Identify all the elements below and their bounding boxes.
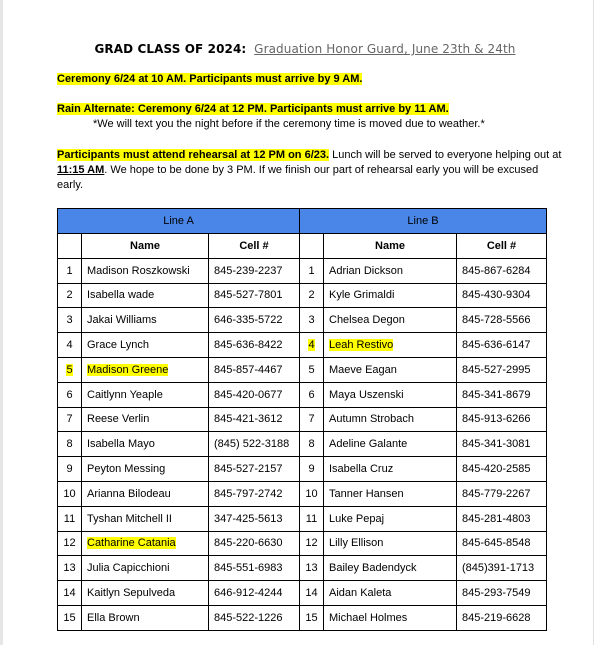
line-b-cell-text: 845-281-4803 (462, 512, 531, 525)
line-a-number (58, 457, 82, 482)
line-b-name (324, 531, 457, 556)
line-b-name (324, 333, 457, 358)
heading-title: GRAD CLASS OF 2024: (94, 42, 247, 56)
line-b-name (324, 506, 457, 531)
rehearsal-highlight: Participants must attend rehearsal at 12 PM on 6/23. (57, 149, 330, 161)
line-a-num-header (58, 234, 82, 259)
line-a-name (82, 506, 209, 531)
line-a-cell-header: Cell # (209, 234, 300, 259)
line-b-number-text: 7 (308, 413, 315, 426)
line-a-cell (209, 506, 300, 531)
line-b-name-text: Maya Uszenski (329, 388, 404, 401)
line-b-number (300, 457, 324, 482)
line-a-cell (209, 382, 300, 407)
table-row (58, 382, 547, 407)
table-row (58, 457, 547, 482)
line-a-cell (209, 531, 300, 556)
line-a-number (58, 407, 82, 432)
line-b-cell-text: 845-527-2995 (462, 363, 531, 376)
line-a-number-text: 5 (66, 363, 73, 376)
line-a-number (58, 556, 82, 581)
line-b-number-text: 10 (305, 487, 318, 500)
line-a-number-text: 6 (66, 388, 73, 401)
line-b-cell (457, 407, 547, 432)
line-b-cell (457, 581, 547, 606)
rehearsal-text-2: . We hope to be done by 3 PM. If we finish our part of rehearsal early you will be excused early. (57, 164, 539, 191)
line-a-number-text: 8 (66, 438, 73, 451)
column-header-row (58, 234, 547, 259)
line-a-cell-text: 845-857-4467 (214, 363, 283, 376)
line-b-number (300, 531, 324, 556)
line-a-number-text: 13 (63, 562, 76, 575)
line-b-cell-header: Cell # (457, 234, 547, 259)
table-row (58, 605, 547, 630)
line-a-cell-text: 845-522-1226 (214, 611, 283, 624)
line-b-name (324, 407, 457, 432)
line-b-name-text: Tanner Hansen (329, 487, 404, 500)
lunch-time: 11:15 AM (57, 164, 105, 176)
line-a-cell-text: (845) 522-3188 (214, 438, 290, 451)
roster-table (57, 208, 547, 631)
line-b-number (300, 556, 324, 581)
line-b-cell-text: (845)391-1713 (462, 562, 535, 575)
line-b-number (300, 581, 324, 606)
rehearsal-text-1: Lunch will be served to everyone helping out at (329, 149, 562, 161)
line-a-cell (209, 432, 300, 457)
line-a-name (82, 556, 209, 581)
line-b-name-text: Autumn Strobach (329, 413, 414, 426)
line-b-cell (457, 333, 547, 358)
line-a-number (58, 382, 82, 407)
table-row (58, 581, 547, 606)
line-b-name-text: Adrian Dickson (329, 264, 403, 277)
roster-body (58, 258, 547, 630)
line-b-cell (457, 481, 547, 506)
line-a-cell (209, 333, 300, 358)
line-a-number-text: 2 (66, 289, 73, 302)
line-a-cell (209, 581, 300, 606)
heading-subtitle: Graduation Honor Guard, June 23th & 24th (254, 42, 516, 56)
line-a-number (58, 283, 82, 308)
rehearsal-paragraph (57, 148, 563, 193)
line-a-name-text: Madison Greene (87, 363, 169, 376)
line-a-cell (209, 308, 300, 333)
line-b-number (300, 308, 324, 333)
line-a-name (82, 457, 209, 482)
line-a-name-text: Grace Lynch (87, 339, 149, 352)
line-b-name-text: Leah Restivo (329, 339, 394, 352)
table-row (58, 333, 547, 358)
line-b-cell (457, 357, 547, 382)
line-a-number-text: 14 (63, 587, 76, 600)
line-a-name (82, 581, 209, 606)
line-b-cell-text: 845-430-9304 (462, 289, 531, 302)
line-a-number (58, 357, 82, 382)
group-header-row (58, 209, 547, 234)
line-b-cell-text: 845-779-2267 (462, 487, 531, 500)
line-a-cell-text: 845-636-8422 (214, 339, 283, 352)
line-b-number-text: 11 (305, 512, 318, 525)
line-a-cell (209, 605, 300, 630)
line-a-number-text: 10 (63, 487, 76, 500)
line-b-name (324, 457, 457, 482)
line-a-name-text: Peyton Messing (87, 463, 166, 476)
line-a-cell-text: 845-239-2237 (214, 264, 283, 277)
line-a-name-text: Caitlynn Yeaple (87, 388, 163, 401)
line-a-cell-text: 845-527-2157 (214, 463, 283, 476)
line-a-cell-text: 646-912-4244 (214, 587, 283, 600)
line-a-number-text: 15 (63, 611, 76, 624)
line-b-cell-text: 845-219-6628 (462, 611, 531, 624)
line-b-number-text: 1 (308, 264, 315, 277)
line-b-name (324, 581, 457, 606)
line-b-cell (457, 605, 547, 630)
rain-alternate-line: Rain Alternate: Ceremony 6/24 at 12 PM. Participants must arrive by 11 AM. (57, 103, 449, 115)
line-b-number (300, 333, 324, 358)
line-b-number (300, 432, 324, 457)
line-a-number (58, 531, 82, 556)
line-a-cell (209, 481, 300, 506)
table-row (58, 283, 547, 308)
line-b-number-text: 2 (308, 289, 315, 302)
line-b-cell (457, 308, 547, 333)
line-b-number (300, 357, 324, 382)
line-b-name (324, 556, 457, 581)
line-b-cell (457, 432, 547, 457)
line-b-number-text: 5 (308, 363, 315, 376)
line-b-number-text: 13 (305, 562, 318, 575)
line-a-cell-text: 845-797-2742 (214, 487, 283, 500)
table-row (58, 357, 547, 382)
line-a-number (58, 432, 82, 457)
line-b-name (324, 382, 457, 407)
line-a-name-text: Isabella Mayo (87, 438, 155, 451)
line-a-name-text: Isabella wade (87, 289, 155, 302)
line-b-number-text: 6 (308, 388, 315, 401)
line-a-number-text: 11 (63, 512, 76, 525)
line-b-name-text: Chelsea Degon (329, 314, 405, 327)
line-b-cell-text: 845-341-8679 (462, 388, 531, 401)
page-right-edge (593, 0, 594, 645)
line-a-number-text: 12 (63, 537, 76, 550)
line-b-number (300, 407, 324, 432)
line-a-header: Line A (58, 209, 300, 234)
line-a-number-text: 4 (66, 339, 73, 352)
table-row (58, 506, 547, 531)
ceremony-line-wrap (57, 72, 362, 87)
table-row (58, 556, 547, 581)
rain-line-wrap (57, 102, 449, 117)
line-b-cell (457, 382, 547, 407)
line-b-cell (457, 258, 547, 283)
line-a-cell (209, 357, 300, 382)
line-a-cell (209, 457, 300, 482)
table-row (58, 531, 547, 556)
line-a-cell (209, 258, 300, 283)
line-b-name-text: Bailey Badendyck (329, 562, 417, 575)
line-a-name (82, 258, 209, 283)
line-b-name-text: Lilly Ellison (329, 537, 384, 550)
line-a-number (58, 481, 82, 506)
line-a-name (82, 357, 209, 382)
line-b-cell-text: 845-636-6147 (462, 339, 531, 352)
line-a-number-text: 3 (66, 314, 73, 327)
table-row (58, 432, 547, 457)
line-a-cell-text: 646-335-5722 (214, 314, 283, 327)
line-a-number-text: 7 (66, 413, 73, 426)
line-a-cell-text: 845-420-0677 (214, 388, 283, 401)
line-b-number (300, 506, 324, 531)
line-b-number-text: 3 (308, 314, 315, 327)
line-a-number (58, 308, 82, 333)
line-a-name-text: Reese Verlin (87, 413, 150, 426)
line-b-name (324, 308, 457, 333)
line-a-name-text: Arianna Bilodeau (87, 487, 171, 500)
line-b-number (300, 283, 324, 308)
line-b-cell (457, 283, 547, 308)
line-b-name-text: Maeve Eagan (329, 363, 397, 376)
line-b-name-header: Name (324, 234, 457, 259)
line-b-number-text: 8 (308, 438, 315, 451)
line-a-name-text: Julia Capicchioni (87, 562, 170, 575)
line-a-cell-text: 845-527-7801 (214, 289, 283, 302)
line-a-name (82, 605, 209, 630)
line-a-name-text: Jakai Williams (87, 314, 157, 327)
table-row (58, 258, 547, 283)
line-b-name (324, 605, 457, 630)
line-b-name-text: Isabella Cruz (329, 463, 394, 476)
line-b-number (300, 481, 324, 506)
line-a-number (58, 605, 82, 630)
line-a-name-text: Ella Brown (87, 611, 140, 624)
line-a-cell-text: 845-220-6630 (214, 537, 283, 550)
line-b-number (300, 605, 324, 630)
line-b-cell-text: 845-341-3081 (462, 438, 531, 451)
line-b-name (324, 283, 457, 308)
line-a-name-header: Name (82, 234, 209, 259)
line-a-number (58, 333, 82, 358)
line-b-cell-text: 845-913-6266 (462, 413, 531, 426)
line-a-cell (209, 556, 300, 581)
line-b-name-text: Adeline Galante (329, 438, 408, 451)
table-row (58, 308, 547, 333)
table-row (58, 481, 547, 506)
line-b-cell-text: 845-293-7549 (462, 587, 531, 600)
line-b-number-text: 9 (308, 463, 315, 476)
line-a-number (58, 581, 82, 606)
ceremony-line: Ceremony 6/24 at 10 AM. Participants must arrive by 9 AM. (57, 73, 363, 85)
line-b-number-text: 4 (308, 339, 315, 352)
line-b-name-text: Michael Holmes (329, 611, 408, 624)
line-a-number (58, 506, 82, 531)
line-a-name (82, 407, 209, 432)
weather-note: *We will text you the night before if the ceremony time is moved due to weather.* (93, 118, 485, 130)
line-b-name-text: Luke Pepaj (329, 512, 385, 525)
line-a-cell (209, 407, 300, 432)
line-b-number-text: 12 (305, 537, 318, 550)
line-b-cell-text: 845-728-5566 (462, 314, 531, 327)
line-a-name-text: Kaitlyn Sepulveda (87, 587, 176, 600)
line-b-name-text: Aidan Kaleta (329, 587, 392, 600)
line-b-cell-text: 845-867-6284 (462, 264, 531, 277)
line-a-name (82, 333, 209, 358)
line-b-cell (457, 531, 547, 556)
line-a-name (82, 308, 209, 333)
line-a-name (82, 481, 209, 506)
line-b-name (324, 357, 457, 382)
line-a-cell (209, 283, 300, 308)
line-a-name (82, 531, 209, 556)
line-a-cell-text: 845-421-3612 (214, 413, 283, 426)
line-b-name (324, 481, 457, 506)
line-b-num-header (300, 234, 324, 259)
line-a-name-text: Tyshan Mitchell II (87, 512, 172, 525)
line-a-name (82, 283, 209, 308)
line-b-cell (457, 506, 547, 531)
line-b-name (324, 258, 457, 283)
line-a-number (58, 258, 82, 283)
line-a-name (82, 432, 209, 457)
line-b-header: Line B (300, 209, 547, 234)
line-a-cell-text: 845-551-6983 (214, 562, 283, 575)
line-b-name-text: Kyle Grimaldi (329, 289, 395, 302)
line-a-number-text: 1 (66, 264, 73, 277)
table-row (58, 407, 547, 432)
line-a-name-text: Catharine Catania (87, 537, 176, 550)
line-b-number (300, 258, 324, 283)
line-a-name (82, 382, 209, 407)
page-left-edge (0, 0, 3, 645)
document-heading (0, 42, 610, 56)
line-b-cell-text: 845-645-8548 (462, 537, 531, 550)
line-b-number-text: 14 (305, 587, 318, 600)
line-b-cell (457, 556, 547, 581)
line-b-cell-text: 845-420-2585 (462, 463, 531, 476)
line-b-number-text: 15 (305, 611, 318, 624)
line-a-cell-text: 347-425-5613 (214, 512, 283, 525)
line-b-cell (457, 457, 547, 482)
line-a-name-text: Madison Roszkowski (87, 264, 190, 277)
line-b-name (324, 432, 457, 457)
line-a-number-text: 9 (66, 463, 73, 476)
line-b-number (300, 382, 324, 407)
